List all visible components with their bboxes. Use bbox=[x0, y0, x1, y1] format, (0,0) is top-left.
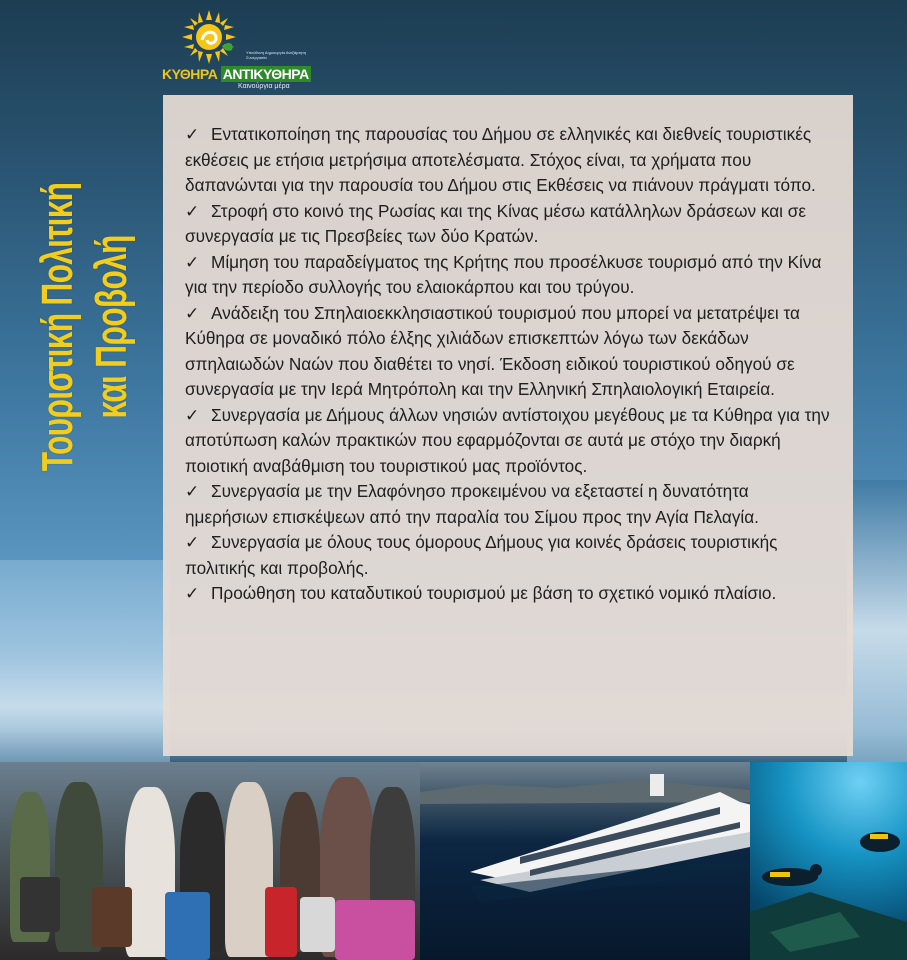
diving-photo bbox=[750, 762, 907, 960]
check-icon: ✓ bbox=[185, 532, 200, 552]
logo-slogan: Καινούργια μέρα bbox=[238, 83, 290, 90]
logo-name-right: ΑΝΤΙΚΥΘΗΡΑ bbox=[222, 66, 309, 82]
list-item-text: Μίμηση του παραδείγματος της Κρήτης που προσέλκυσε τουρισμό από την Κίνα για την περίοδο συλλογής του ελαιοκάρπου και του τρύγου. bbox=[185, 251, 822, 297]
logo-name-left: ΚΥΘΗΡΑ bbox=[162, 66, 218, 82]
check-icon: ✓ bbox=[185, 583, 200, 603]
content-panel bbox=[163, 95, 853, 756]
municipality-logo bbox=[160, 8, 310, 90]
list-item-text: Συνεργασία με Δήμους άλλων νησιών αντίστοιχου μεγέθους με τα Κύθηρα για την αποτύπωση καλών πρακτικών που εφαρμόζονται σε αυτά με στόχο την διαρκή ποιοτική αναβάθμιση του τουριστικού μας προϊόντος. bbox=[185, 404, 830, 476]
list-item-text: Στροφή στο κοινό της Ρωσίας και της Κίνας μέσω κατάλληλων δράσεων και σε συνεργασία με τις Πρεσβείες των δύο Κρατών. bbox=[185, 200, 807, 246]
diver-icon bbox=[750, 762, 907, 960]
title-line-1: Τουριστική Πολιτική bbox=[33, 182, 82, 472]
list-item bbox=[185, 581, 835, 607]
check-icon: ✓ bbox=[185, 251, 200, 272]
logo-wordmark bbox=[162, 66, 311, 82]
check-icon: ✓ bbox=[185, 404, 200, 425]
list-item-text: Ανάδειξη του Σπηλαιοεκκλησιαστικού τουρισμού που μπορεί να μετατρέψει τα Κύθηρα σε μοναδικό πόλο έλξης χιλιάδων επισκεπτών λόγω των δεκάδων σπηλαιωδών Ναών που διαθέτει το νησί. Έκδοση ειδικού τουριστικού οδηγού σε συνεργασία με την Ιερά Μητρόπολη και την Ελληνική Σπηλαιολογική Εταιρεία. bbox=[185, 302, 800, 399]
list-item bbox=[185, 301, 835, 403]
list-item bbox=[185, 250, 835, 301]
title-line-2: και Προβολή bbox=[87, 235, 136, 419]
check-icon: ✓ bbox=[185, 302, 200, 323]
list-item bbox=[185, 122, 835, 199]
list-item bbox=[185, 479, 835, 530]
list-item bbox=[185, 199, 835, 250]
check-icon: ✓ bbox=[185, 481, 200, 501]
sea-background-left bbox=[0, 560, 170, 770]
cruise-ship-icon bbox=[420, 762, 750, 960]
list-item-text: Προώθηση του καταδυτικού τουρισμού με βάση το σχετικό νομικό πλαίσιο. bbox=[211, 583, 777, 603]
sun-icon bbox=[182, 10, 236, 64]
list-item-text: Συνεργασία με την Ελαφόνησο προκειμένου να εξεταστεί η δυνατότητα ημερήσιων επισκέψεων από την παραλία του Σίμου προς την Αγία Πελαγία. bbox=[185, 481, 759, 527]
sea-background-right bbox=[847, 480, 907, 780]
photo-strip bbox=[0, 762, 907, 960]
check-icon: ✓ bbox=[185, 200, 200, 221]
list-item bbox=[185, 530, 835, 581]
check-icon: ✓ bbox=[185, 124, 200, 144]
tourists-photo bbox=[0, 762, 420, 960]
list-item bbox=[185, 403, 835, 480]
cruise-ship-photo bbox=[420, 762, 750, 960]
page-title bbox=[20, 92, 150, 562]
list-item-text: Συνεργασία με όλους τους όμορους Δήμους για κοινές δράσεις τουριστικής πολιτικής και προβολής. bbox=[185, 532, 778, 578]
list-item-text: Εντατικοποίηση της παρουσίας του Δήμου σε ελληνικές και διεθνείς τουριστικές εκθέσεις με ετήσια μετρήσιμα αποτελέσματα. Στόχος είναι, τα χρήματα που δαπανώνται για την παρουσία του Δήμου στις Εκθέσεις να πιάνουν πράγματι τόπο. bbox=[185, 124, 816, 195]
logo-small-text: Υπεύθυνη Δημιουργία Ανεξάρτητη Συνεργασία bbox=[246, 50, 306, 60]
